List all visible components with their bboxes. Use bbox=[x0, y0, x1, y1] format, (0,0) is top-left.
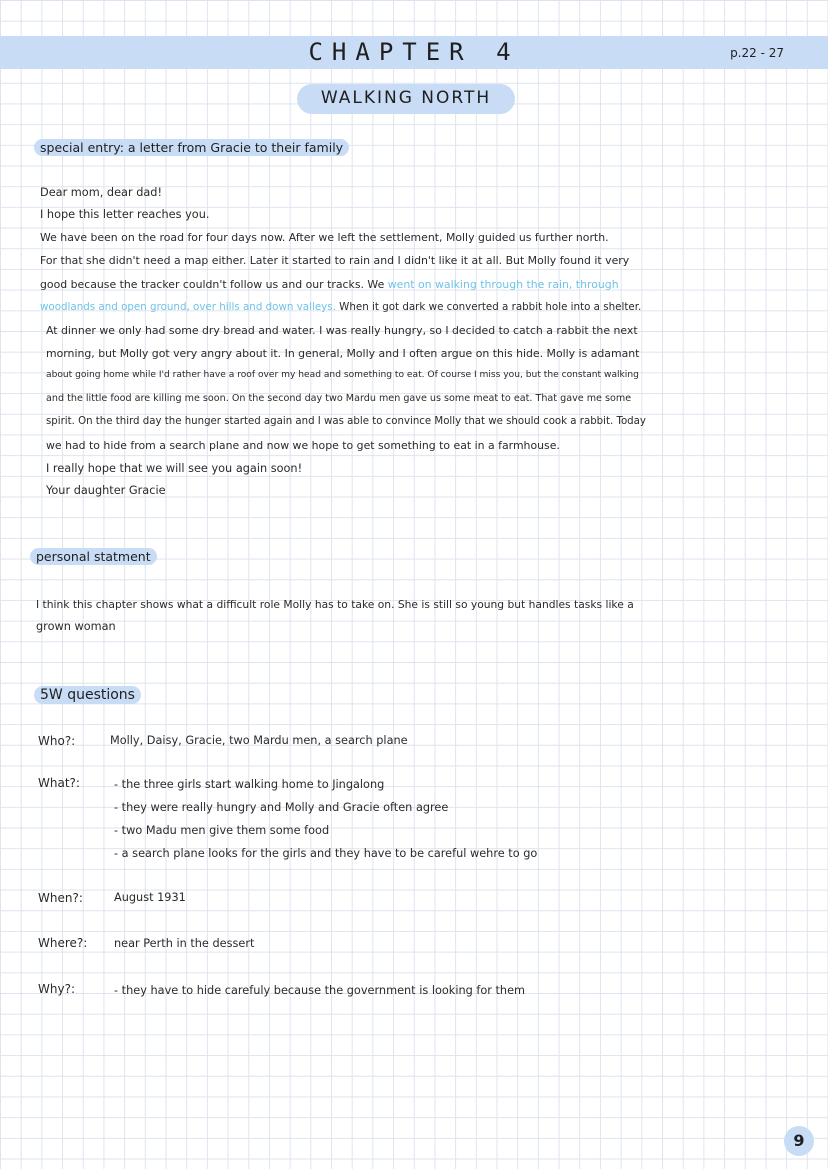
chapter-subtitle: WALKING NORTH bbox=[320, 88, 492, 108]
what-item: - two Madu men give them some food bbox=[114, 824, 330, 837]
letter-line: woodlands and open ground, over hills and down valleys. When it got dark we converted a rabbit hole into a shelter. bbox=[40, 301, 642, 313]
letter-line: Your daughter Gracie bbox=[46, 484, 166, 497]
letter-line: morning, but Molly got very angry about it. In general, Molly and I often argue on this hide. Molly is adamant bbox=[46, 347, 640, 360]
letter-line: For that she didn't need a map either. Later it started to rain and I didn't like it at all. But Molly found it very bbox=[40, 254, 630, 267]
chapter-title: CHAPTER 4 bbox=[308, 38, 520, 66]
questions-heading: 5W questions bbox=[34, 686, 141, 704]
what-item: - the three girls start walking home to Jingalong bbox=[114, 778, 385, 791]
who-label: Who?: bbox=[38, 734, 76, 748]
statement-line: grown woman bbox=[36, 620, 116, 633]
page-range: p.22 - 27 bbox=[730, 46, 784, 60]
letter-line: spirit. On the third day the hunger started again and I was able to convince Molly that we should cook a rabbit. Today bbox=[46, 416, 646, 427]
personal-statement-heading: personal statment bbox=[30, 548, 157, 565]
special-entry-heading: special entry: a letter from Gracie to their family bbox=[34, 139, 349, 156]
letter-line: I really hope that we will see you again soon! bbox=[46, 462, 303, 475]
what-item: - a search plane looks for the girls and they have to be careful wehre to go bbox=[114, 847, 538, 860]
statement-line: I think this chapter shows what a difficult role Molly has to take on. She is still so young but handles tasks like a bbox=[36, 598, 634, 611]
why-label: Why?: bbox=[38, 982, 75, 996]
highlighted-text: went on walking through the rain, through bbox=[387, 278, 619, 291]
page-number: 9 bbox=[784, 1126, 814, 1156]
letter-line: we had to hide from a search plane and now we hope to get something to eat in a farmhouse. bbox=[46, 439, 560, 452]
letter-line: At dinner we only had some dry bread and water. I was really hungry, so I decided to catch a rabbit the next bbox=[46, 324, 638, 337]
highlighted-text: woodlands and open ground, over hills and down valleys. bbox=[40, 301, 336, 313]
letter-line: Dear mom, dear dad! bbox=[40, 186, 162, 199]
what-label: What?: bbox=[38, 776, 80, 790]
who-answer: Molly, Daisy, Gracie, two Mardu men, a search plane bbox=[110, 734, 408, 747]
letter-line: about going home while I'd rather have a roof over my head and something to eat. Of course I miss you, but the constant walking bbox=[46, 370, 639, 380]
why-answer: - they have to hide carefuly because the government is looking for them bbox=[114, 984, 526, 997]
where-label: Where?: bbox=[38, 936, 88, 950]
letter-line: We have been on the road for four days now. After we left the settlement, Molly guided us further north. bbox=[40, 231, 609, 244]
when-answer: August 1931 bbox=[114, 891, 186, 904]
letter-line: I hope this letter reaches you. bbox=[40, 208, 210, 221]
what-item: - they were really hungry and Molly and Gracie often agree bbox=[114, 801, 449, 814]
letter-line: good because the tracker couldn't follow us and our tracks. We went on walking through the rain, through bbox=[40, 278, 619, 291]
where-answer: near Perth in the dessert bbox=[114, 937, 255, 950]
when-label: When?: bbox=[38, 891, 83, 905]
letter-line: and the little food are killing me soon. On the second day two Mardu men gave us some meat to eat. That gave me some bbox=[46, 393, 632, 404]
